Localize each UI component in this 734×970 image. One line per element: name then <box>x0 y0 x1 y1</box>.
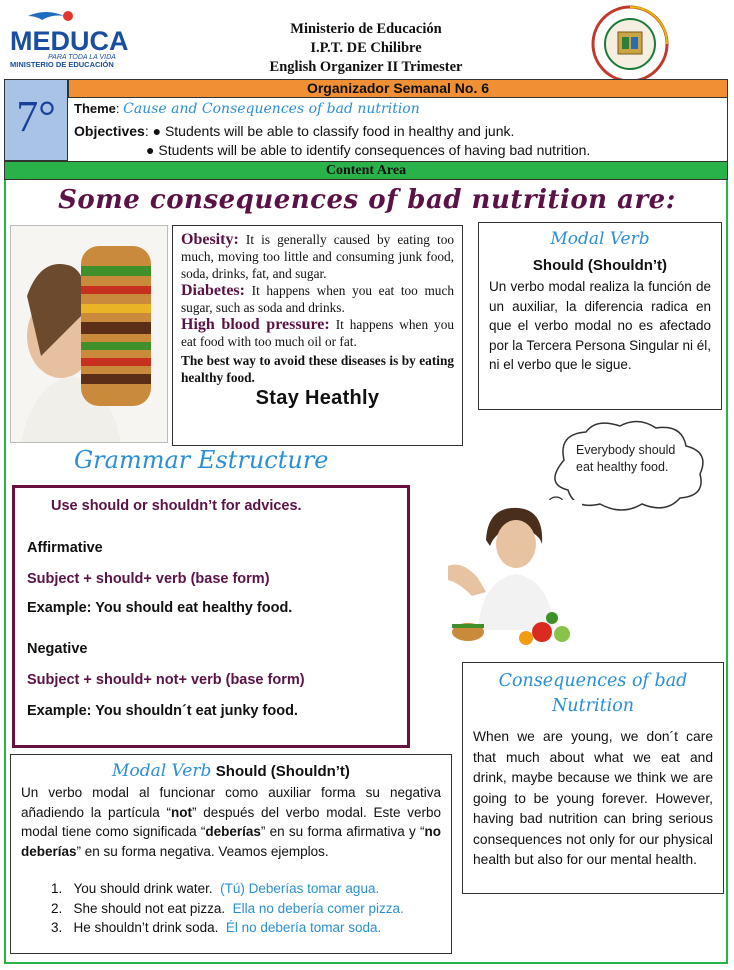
consequences-text: When we are young, we don´t care that much about what we eat and drink, maybe because we think we are going to be young forever. However, having bad nutrition can bring serious consequences not only for our physical health but also for our mental health. <box>473 729 713 867</box>
best-way-text: The best way to avoid these diseases is by eating healthy food. <box>181 353 454 385</box>
diabetes-text: It happens when you eat too much sugar, such as soda and drinks. <box>181 283 454 315</box>
diseases-box <box>172 225 463 446</box>
modal-verb-text-1: Un verbo modal realiza la función de un auxiliar, la diferencia radica en que el verbo modal no es afectado por la Tercera Persona Singular ni él, ni el verbo que le sigue. <box>489 279 711 372</box>
grade-box: 7° <box>4 79 68 161</box>
m2-text-b: ” después del verbo modal. Este verbo modal tiene como significada “ <box>21 804 441 839</box>
modal-verb-heading-2 <box>21 761 441 781</box>
modal-verb-title-2: Modal Verb <box>112 761 212 781</box>
modal-verb-text-2 <box>21 783 441 861</box>
example-en: You should drink water. <box>73 881 213 896</box>
grammar-use: Use should or shouldn’t for advices. <box>51 498 302 514</box>
consequences-title-line-2: Nutrition <box>551 696 634 716</box>
consequences-title <box>473 669 713 719</box>
example-es: (Tú) Deberías tomar agua. <box>220 881 380 896</box>
m2-text-deberias: deberías <box>205 824 261 839</box>
example-num: 1. <box>51 881 63 896</box>
m2-text-d: ” en su forma negativa. Veamos ejemplos. <box>76 843 329 859</box>
m2-text-not: not <box>171 804 193 820</box>
header-lines <box>170 20 562 77</box>
example-num: 3. <box>51 920 63 935</box>
example-en: She should not eat pizza. <box>73 900 226 916</box>
hbp-paragraph <box>181 316 454 350</box>
m2-text-no-deberias: no deberías <box>21 824 441 859</box>
list-item <box>51 899 441 919</box>
diabetes-title: Diabetes: <box>181 282 245 299</box>
obesity-title: Obesity: <box>181 231 239 248</box>
diabetes-paragraph <box>181 282 454 316</box>
modal-verb-box-2 <box>10 754 452 954</box>
cloud-text: Everybody should eat healthy food. <box>576 443 676 474</box>
main-title: Some consequences of bad nutrition are: <box>58 185 676 215</box>
hbp-text: It happens when you eat food with too much oil or fat. <box>181 317 455 349</box>
list-item <box>51 879 441 899</box>
consequences-title-line-1: Consequences of bad <box>498 671 688 691</box>
woman-healthy-food-image <box>438 500 582 650</box>
modal-verb-title-1: Modal Verb <box>550 229 650 249</box>
objective-line-1: Objectives: ● Students will be able to classify food in healthy and junk. <box>74 123 515 139</box>
meduca-logo <box>6 6 146 68</box>
header-ministry: Ministerio de Educación <box>290 21 442 37</box>
m2-text-a: Un verbo modal al funcionar como auxiliar forma su negativa añadiendo la partícula “ <box>21 785 441 820</box>
example-en: He shouldn’t drink soda. <box>73 920 219 935</box>
objective-line-2: ● Students will be able to identify consequences of having bad nutrition. <box>146 142 591 158</box>
modal-verb-box-1 <box>478 222 722 410</box>
theme-area <box>68 98 728 161</box>
negative-formula: Subject + should+ not+ verb (base form) <box>27 672 305 688</box>
negative-example: Example: You shouldn´t eat junky food. <box>27 703 298 719</box>
content-area-bar: Content Area <box>4 161 728 180</box>
ipt-chilibre-seal-icon <box>590 4 670 84</box>
objectives-label: Objectives <box>74 123 145 139</box>
m2-text-c: ” en su forma afirmativa y “ <box>260 824 425 839</box>
objective-1: Students will be able to classify food in healthy and junk. <box>164 123 515 139</box>
header-school: I.P.T. DE Chilibre <box>310 40 422 56</box>
obesity-text: It is generally caused by eating too much, moving too little and consuming junk food, soda, drinks, fat, and sugar. <box>181 232 455 281</box>
hbp-title: High blood pressure: <box>181 316 330 333</box>
theme-value: Cause and Consequences of bad nutrition <box>123 101 420 117</box>
example-es: Ella no debería comer pizza. <box>232 900 404 916</box>
obesity-paragraph <box>181 231 454 282</box>
theme-line: Theme: Cause and Consequences of bad nutrition <box>74 101 420 117</box>
examples-list <box>21 879 441 938</box>
organizer-number: Organizador Semanal No. 6 <box>68 79 728 98</box>
grammar-box <box>12 485 410 748</box>
objective-2: Students will be able to identify consequences of having bad nutrition. <box>158 142 591 158</box>
example-num: 2. <box>51 900 63 916</box>
logo-tagline: PARA TODA LA VIDA <box>48 54 116 61</box>
consequences-box <box>462 662 724 894</box>
negative-label: Negative <box>27 641 88 657</box>
woman-eating-burger-image <box>10 225 168 443</box>
list-item <box>51 918 441 938</box>
example-es: Él no debería tomar soda. <box>225 920 382 935</box>
modal-verb-subtitle-1: Should (Shouldn’t) <box>532 257 668 274</box>
affirmative-example: Example: You should eat healthy food. <box>27 600 293 616</box>
header-organizer-name: English Organizer II Trimester <box>269 59 463 75</box>
stay-healthy-text: Stay Heathly <box>255 387 380 409</box>
logo-meduca-text: MEDUCA <box>10 26 129 56</box>
logo-ministry: MINISTERIO DE EDUCACIÓN <box>10 60 114 68</box>
affirmative-label: Affirmative <box>27 540 103 556</box>
grammar-title: Grammar Estructure <box>74 446 329 474</box>
modal-verb-subtitle-2: Should (Shouldn’t) <box>215 763 350 780</box>
affirmative-formula: Subject + should+ verb (base form) <box>27 571 270 587</box>
theme-label: Theme <box>74 101 116 116</box>
